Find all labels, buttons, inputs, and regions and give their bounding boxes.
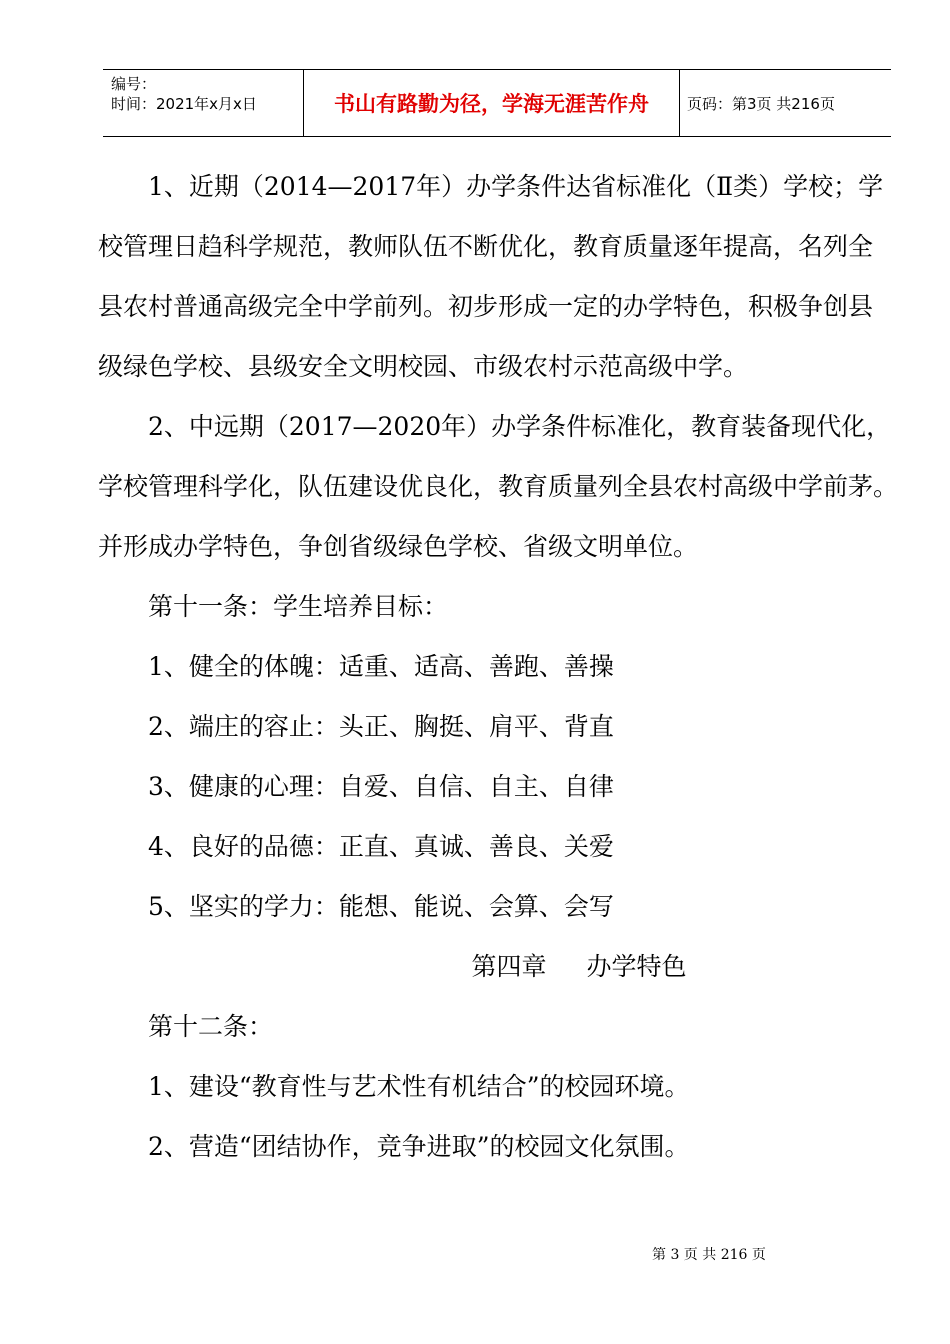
list-item: 2、营造“团结协作，竞争进取”的校园文化氛围。: [148, 1132, 690, 1161]
doc-number-label: 编号：: [111, 75, 157, 93]
paragraph: 2、中远期（2017—2020年）办学条件标准化，教育装备现代化，: [148, 412, 892, 441]
paragraph: 1、近期（2014—2017年）办学条件达省标准化（Ⅱ类）学校；学: [148, 172, 884, 201]
list-item: 5、坚实的学力：能想、能说、会算、会写: [148, 892, 614, 921]
doc-time-label: 时间：2021年x月x日: [111, 95, 257, 113]
list-item: 1、健全的体魄：适重、适高、善跑、善操: [148, 652, 614, 681]
header-meta: [103, 70, 303, 136]
header-page-label: 页码：第3页 共216页: [687, 94, 835, 113]
list-item: 2、端庄的容止：头正、胸挺、肩平、背直: [148, 712, 614, 741]
chapter-title: 办学特色: [586, 952, 687, 981]
page-footer: 第 3 页 共 216 页: [652, 1247, 766, 1263]
list-item: 3、健康的心理：自爱、自信、自主、自律: [148, 772, 614, 801]
section-heading: 第十一条：学生培养目标：: [148, 592, 449, 621]
list-item: 4、良好的品德：正直、真诚、善良、关爱: [148, 832, 614, 861]
section-heading: 第十二条：: [148, 1012, 274, 1041]
paragraph: 学校管理科学化，队伍建设优良化，教育质量列全县农村高级中学前茅。: [98, 472, 899, 501]
chapter-heading: [98, 937, 910, 997]
paragraph: 级绿色学校、县级安全文明校园、市级农村示范高级中学。: [98, 352, 749, 381]
paragraph: 校管理日趋科学规范，教师队伍不断优化，教育质量逐年提高，名列全: [98, 232, 874, 261]
page-header: [103, 69, 891, 137]
chapter-number: 第四章: [471, 952, 547, 981]
header-motto: 书山有路勤为径，学海无涯苦作舟: [303, 70, 680, 136]
paragraph: 县农村普通高级完全中学前列。初步形成一定的办学特色，积极争创县: [98, 292, 874, 321]
paragraph: 并形成办学特色，争创省级绿色学校、省级文明单位。: [98, 532, 699, 561]
document-body: [98, 157, 910, 1177]
list-item: 1、建设“教育性与艺术性有机结合”的校园环境。: [148, 1072, 690, 1101]
